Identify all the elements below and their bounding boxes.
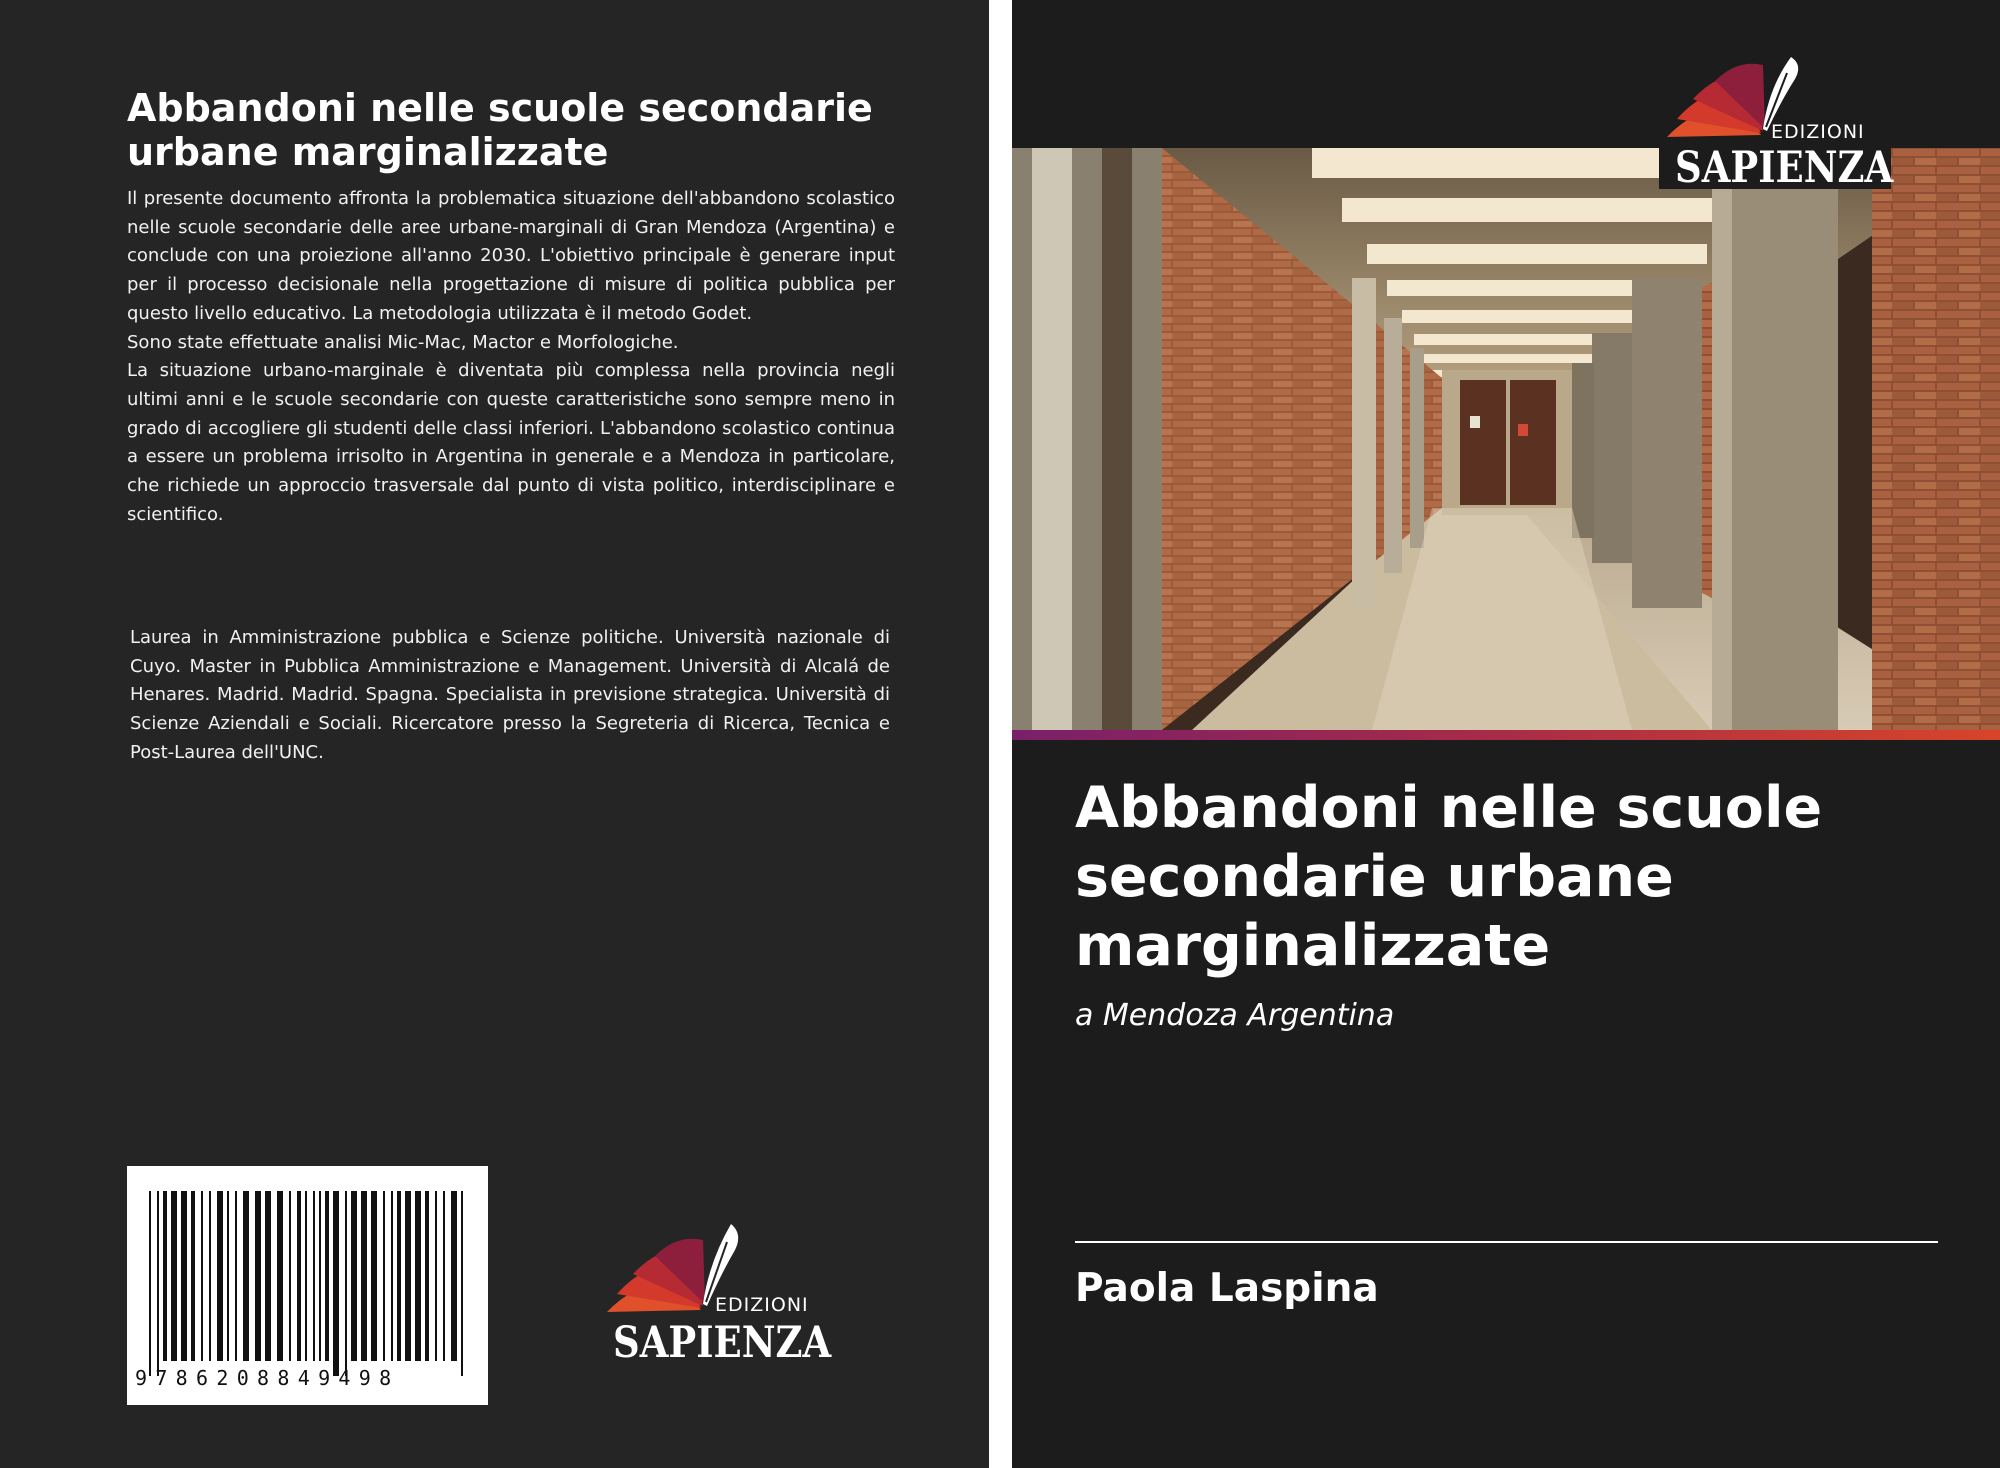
barcode-digits: 9786208849498	[135, 1366, 400, 1390]
barcode-bar	[383, 1191, 385, 1361]
back-cover-blurb	[127, 185, 895, 529]
isbn-barcode	[127, 1166, 488, 1405]
author-divider	[1075, 1241, 1938, 1243]
barcode-bar	[319, 1191, 321, 1361]
back-cover-title: Abbandoni nelle scuole secondarie urbane marginalizzate	[127, 86, 873, 174]
barcode-bar	[435, 1191, 437, 1361]
barcode-bar	[391, 1191, 393, 1361]
barcode-bar	[425, 1191, 429, 1361]
barcode-bar	[209, 1191, 211, 1361]
barcode-bar	[191, 1191, 195, 1361]
barcode-bar	[451, 1191, 457, 1361]
front-cover	[1012, 0, 2000, 1468]
publisher-name: SAPIENZA	[1675, 143, 1894, 193]
barcode-bar	[227, 1191, 229, 1361]
blurb-paragraph: La situazione urbano-marginale è diventata più complessa nella provincia negli ultimi anni e le scuole secondarie con queste caratteristiche sono sempre meno in grado di accogliere gli studenti delle classi inferiori. L'abbandono scolastico continua a essere un problema irrisolto in Argentina in generale e a Mendoza in particolare, che richiede un approccio trasversale dal punto di vista politico, interdisciplinare e scientifico.	[127, 360, 895, 525]
barcode-bar	[333, 1191, 339, 1376]
barcode-bar	[305, 1191, 307, 1361]
barcode-bar	[255, 1191, 261, 1361]
barcode-bar	[171, 1191, 177, 1361]
barcode-bar	[163, 1191, 167, 1361]
school-corridor-photo	[1012, 148, 2000, 730]
front-cover-author: Paola Laspina	[1075, 1266, 1379, 1311]
back-cover	[0, 0, 989, 1468]
front-cover-subtitle: a Mendoza Argentina	[1075, 998, 1395, 1033]
barcode-bar	[361, 1191, 367, 1361]
publisher-logo-front	[1659, 55, 1894, 193]
barcode-bar	[243, 1191, 249, 1361]
barcode-bar	[351, 1191, 357, 1361]
barcode-bar	[405, 1191, 411, 1361]
barcode-bar	[297, 1191, 301, 1361]
barcode-bar	[325, 1191, 329, 1361]
barcode-bar	[345, 1191, 347, 1376]
barcode-bar	[461, 1191, 463, 1376]
barcode-bar	[235, 1191, 237, 1361]
barcode-bar	[289, 1191, 291, 1361]
barcode-bar	[277, 1191, 283, 1361]
barcode-bar	[201, 1191, 203, 1361]
publisher-name: SAPIENZA	[613, 1318, 832, 1368]
barcode-bar	[371, 1191, 377, 1361]
accent-bar	[1012, 730, 2000, 740]
spine-gap	[989, 0, 1012, 1468]
author-bio: Laurea in Amministrazione pubblica e Scienze politiche. Università nazionale di Cuyo. Master in Pubblica Amministrazione e Management. Università di Alcalá de Henares. Madrid. Madrid. Spagna. Specialista in previsione strategica. Università di Scienze Aziendali e Sociali. Ricercatore presso la Segreteria di Ricerca, Tecnica e Post-Laurea dell'UNC.	[130, 627, 890, 763]
blurb-paragraph: Sono state effettuate analisi Mic-Mac, Mactor e Morfologiche.	[127, 331, 679, 353]
barcode-bar	[157, 1191, 159, 1376]
corridor-illustration	[1012, 148, 2000, 730]
barcode-bar	[443, 1191, 445, 1361]
barcode-bar	[149, 1191, 151, 1376]
front-cover-title: Abbandoni nelle scuole secondarie urbane marginalizzate	[1075, 775, 1823, 979]
publisher-imprint: EDIZIONI	[1771, 121, 1865, 143]
barcode-bar	[415, 1191, 421, 1361]
publisher-logo-back	[603, 1222, 832, 1368]
publisher-imprint: EDIZIONI	[715, 1294, 809, 1316]
blurb-paragraph: Il presente documento affronta la problematica situazione dell'abbandono scolastico nelle scuole secondarie delle aree urbane-marginali di Gran Mendoza (Argentina) e conclude con una proiezione all'anno 2030. L'obiettivo principale è generare input per il processo decisionale nella progettazione di misure di politica pubblica per questo livello educativo. La metodologia utilizzata è il metodo Godet.	[127, 188, 895, 324]
barcode-bar	[397, 1191, 401, 1361]
barcode-bar	[217, 1191, 223, 1361]
barcode-bar	[313, 1191, 315, 1361]
barcode-bar	[181, 1191, 187, 1361]
barcode-bar	[265, 1191, 271, 1361]
